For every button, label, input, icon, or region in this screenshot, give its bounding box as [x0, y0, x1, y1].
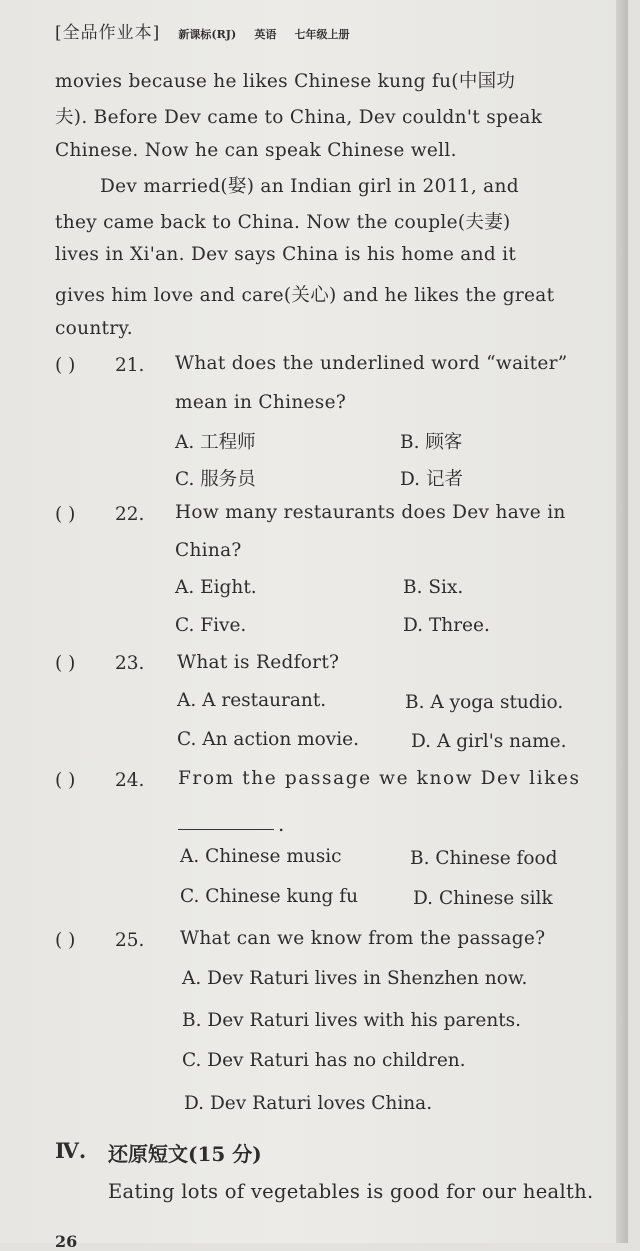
option-b: B. Dev Raturi lives with his parents. — [182, 1010, 522, 1031]
option-b: B. A yoga studio. — [405, 692, 564, 713]
question-stem: What can we know from the passage? — [180, 928, 546, 949]
passage-line: lives in Xi'an. Dev says China is his home and it — [55, 244, 517, 265]
page-number: 26 — [55, 1232, 78, 1251]
answer-blank[interactable]: ( ) — [55, 770, 76, 791]
section-title: 还原短文(15 分) — [108, 1142, 262, 1166]
option-a: A. 工程师 — [175, 432, 256, 453]
question-stem: How many restaurants does Dev have in — [175, 502, 566, 523]
option-a: A. Eight. — [175, 577, 257, 598]
header-series: [全品作业本] — [55, 23, 161, 43]
question-number: 21. — [115, 355, 145, 376]
answer-blank[interactable]: ( ) — [55, 930, 76, 951]
question-number: 24. — [115, 770, 145, 791]
section-first-line: Eating lots of vegetables is good for our health. — [108, 1180, 594, 1203]
option-c: C. An action movie. — [177, 729, 359, 750]
passage-line: gives him love and care(关心) and he likes the great — [55, 285, 555, 306]
passage-line: Chinese. Now he can speak Chinese well. — [55, 140, 457, 161]
option-b: B. Chinese food — [410, 848, 558, 869]
header-course: 新课标(RJ) — [178, 28, 237, 41]
option-d: D. A girl's name. — [411, 731, 567, 752]
option-c: C. Chinese kung fu — [180, 886, 358, 907]
question-stem: mean in Chinese? — [175, 392, 347, 413]
passage-line: Dev married(娶) an Indian girl in 2011, and — [100, 176, 519, 197]
option-a: A. Chinese music — [180, 846, 342, 867]
question-stem: What does the underlined word “waiter” — [175, 353, 568, 374]
option-a: A. A restaurant. — [177, 690, 327, 711]
option-d: D. Three. — [403, 615, 490, 636]
header-grade: 七年级上册 — [294, 28, 350, 41]
fill-in-blank[interactable] — [178, 829, 274, 830]
question-number: 22. — [115, 504, 145, 525]
header-subject: 英语 — [254, 28, 277, 41]
question-stem: From the passage we know Dev likes — [178, 768, 581, 789]
option-b: B. Six. — [403, 577, 464, 598]
answer-blank[interactable]: ( ) — [55, 355, 76, 376]
option-c: C. 服务员 — [175, 469, 256, 490]
option-d: D. 记者 — [400, 469, 463, 490]
passage-line: 夫). Before Dev came to China, Dev couldn't speak — [55, 107, 543, 128]
option-c: C. Dev Raturi has no children. — [182, 1050, 466, 1071]
passage-line: they came back to China. Now the couple(夫妻) — [55, 212, 511, 233]
question-number: 23. — [115, 653, 145, 674]
period-mark: . — [278, 812, 285, 836]
passage-line: country. — [55, 318, 133, 339]
answer-blank[interactable]: ( ) — [55, 653, 76, 674]
option-d: D. Dev Raturi loves China. — [184, 1093, 433, 1114]
answer-blank[interactable]: ( ) — [55, 504, 76, 525]
question-number: 25. — [115, 930, 145, 951]
option-a: A. Dev Raturi lives in Shenzhen now. — [182, 968, 528, 989]
question-stem: What is Redfort? — [177, 652, 340, 673]
option-d: D. Chinese silk — [413, 888, 553, 909]
option-b: B. 顾客 — [400, 432, 463, 453]
running-header — [55, 18, 349, 43]
section-number: Ⅳ. — [55, 1138, 87, 1163]
passage-line: movies because he likes Chinese kung fu(中国功 — [55, 71, 516, 92]
question-stem: China? — [175, 540, 242, 561]
page-edge — [616, 0, 628, 1243]
option-c: C. Five. — [175, 615, 247, 636]
